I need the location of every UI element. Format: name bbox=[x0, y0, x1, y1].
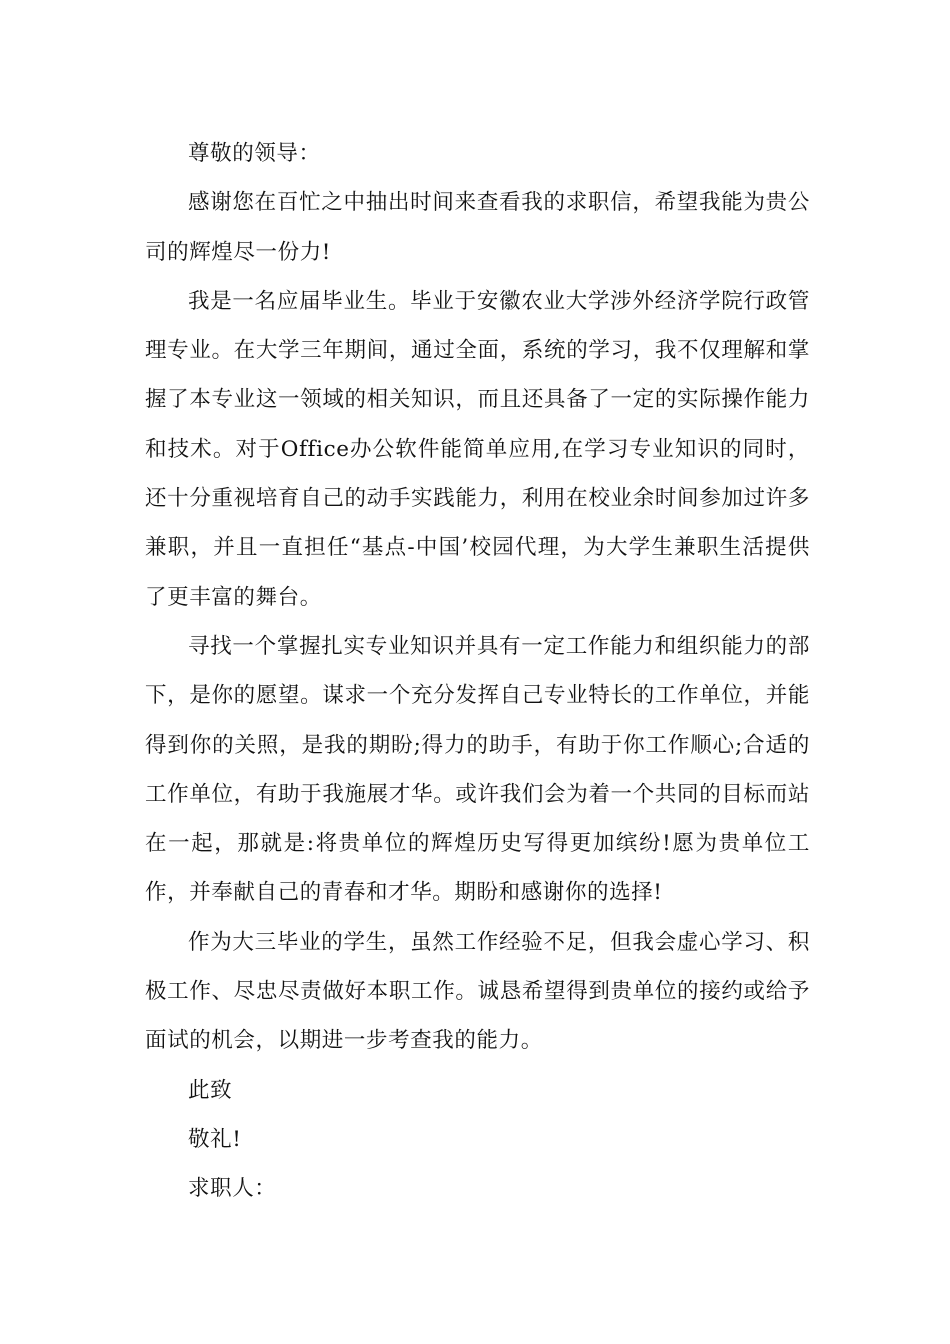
letter-body bbox=[145, 129, 810, 1214]
paragraph-background: 我是一名应届毕业生。毕业于安徽农业大学涉外经济学院行政管理专业。在大学三年期间，通过全面，系统的学习，我不仅理解和掌握了本专业这一领域的相关知识，而且还具备了一定的实际操作能力和技术。对于Office办公软件能简单应用,在学习专业知识的同时，还十分重视培育自己的动手实践能力，利用在校业余时间参加过许多兼职，并且一直担任“基点-中国’校园代理，为大学生兼职生活提供了更丰富的舞台。 bbox=[145, 288, 810, 610]
salutation: 尊敬的领导： bbox=[188, 141, 321, 166]
signature-label: 求职人： bbox=[188, 1176, 277, 1202]
paragraph-aspiration: 寻找一个掌握扎实专业知识并具有一定工作能力和组织能力的部下，是你的愿望。谋求一个充分发挥自己专业特长的工作单位，并能得到你的关照，是我的期盼;得力的助手，有助于你工作顺心;合适的工作单位，有助于我施展才华。或许我们会为着一个共同的目标而站在一起，那就是:将贵单位的辉煌历史写得更加缤纷!愿为贵单位工作，并奉献自己的青春和才华。期盼和感谢你的选择! bbox=[145, 633, 810, 906]
closing-line-2: 敬礼! bbox=[188, 1126, 242, 1152]
paragraph-thanks: 感谢您在百忙之中抽出时间来查看我的求职信，希望我能为贵公司的辉煌尽一份力! bbox=[145, 190, 810, 265]
closing-line-1: 此致 bbox=[188, 1077, 233, 1103]
paragraph-commitment: 作为大三毕业的学生，虽然工作经验不足，但我会虚心学习、积极工作、尽忠尽责做好本职工作。诚恳希望得到贵单位的接约或给予面试的机会，以期进一步考查我的能力。 bbox=[145, 929, 810, 1054]
